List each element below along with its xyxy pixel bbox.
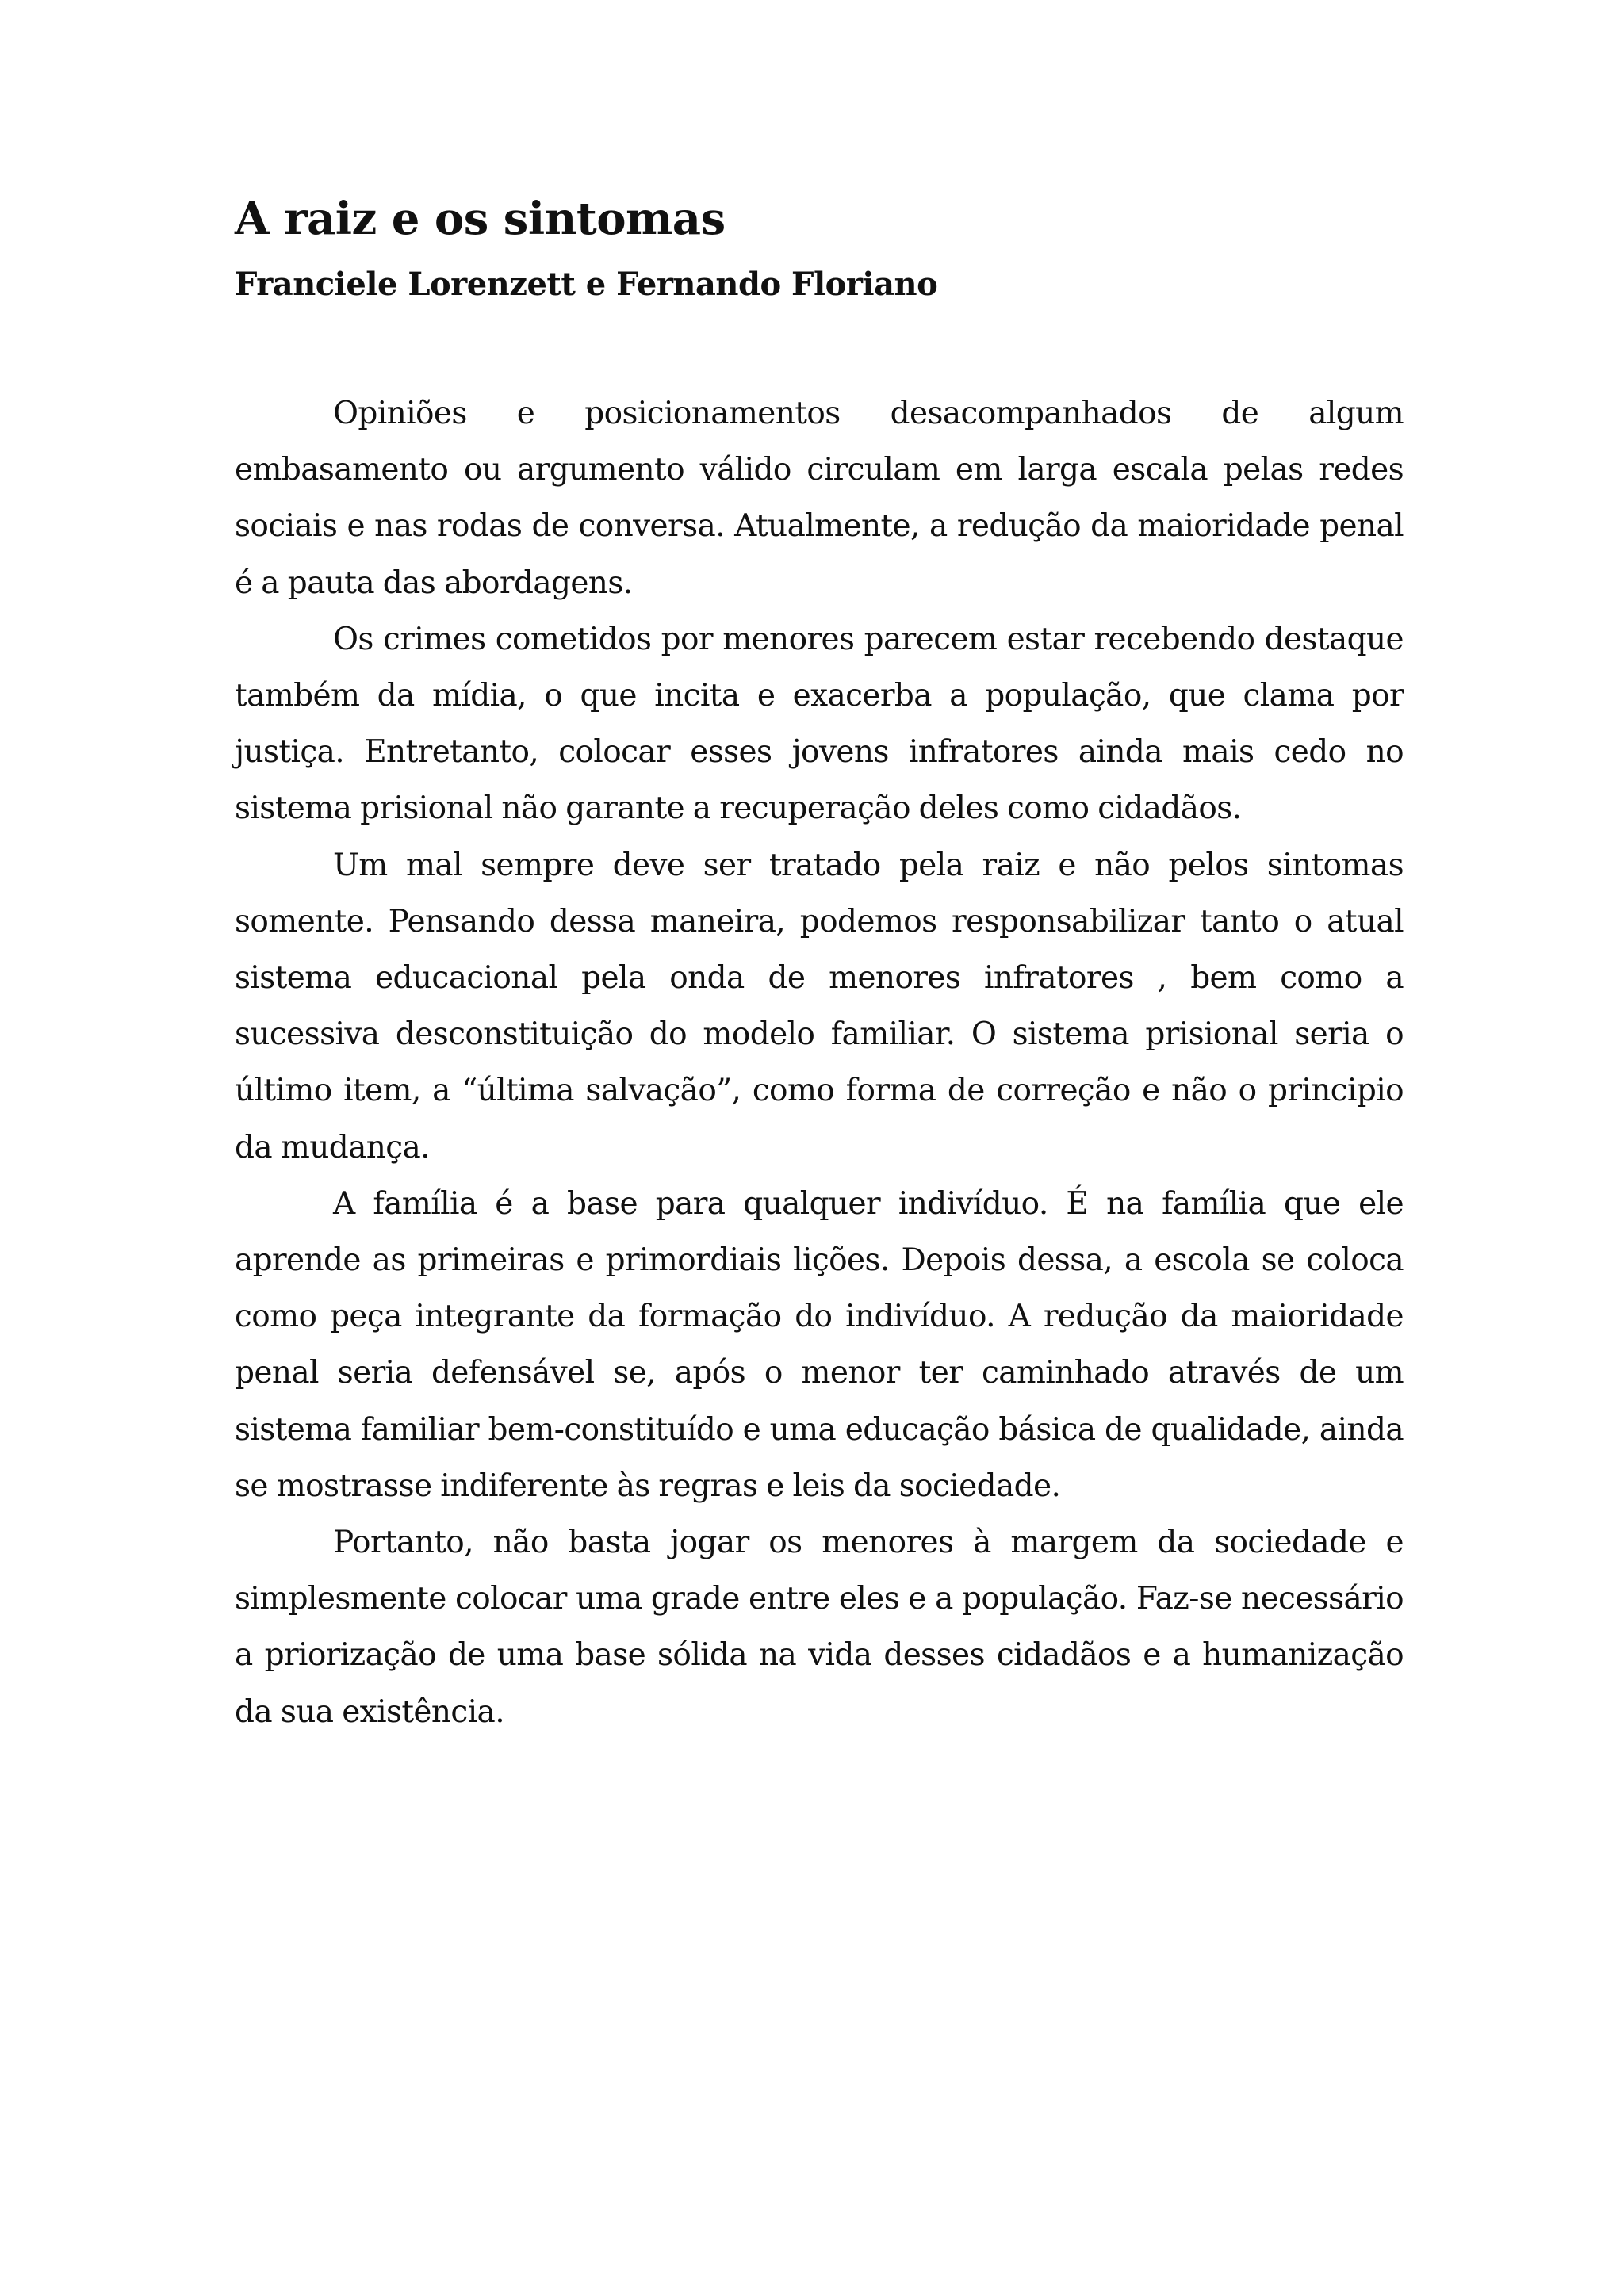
- document-title: A raiz e os sintomas: [235, 193, 726, 245]
- paragraph-4: A família é a base para qualquer indivíduo. É na família que ele aprende as primeiras e primordiais lições. Depois dessa, a escola se coloca como peça integrante da formação do indivíduo. A redução da maioridade penal seria defensável se, após o menor ter caminhado através de um sistema familiar bem-constituído e uma educação básica de qualidade, ainda se mostrasse indiferente às regras e leis da sociedade.: [235, 1185, 1404, 1504]
- paragraph-5: Portanto, não basta jogar os menores à margem da sociedade e simplesmente colocar uma grade entre eles e a população. Faz-se necessário a priorização de uma base sólida na vida desses cidadãos e a humanização da sua existência.: [235, 1525, 1404, 1730]
- document-authors: Franciele Lorenzett e Fernando Floriano: [235, 266, 938, 303]
- paragraph-3: Um mal sempre deve ser tratado pela raiz e não pelos sintomas somente. Pensando dessa maneira, podemos responsabilizar tanto o atual sistema educacional pela onda de menores infratores , bem como a sucessiva desconstituição do modelo familiar. O sistema prisional seria o último item, a “última salvação”, como forma de correção e não o principio da mudança.: [235, 847, 1404, 1165]
- paragraph-2: Os crimes cometidos por menores parecem estar recebendo destaque também da mídia, o que incita e exacerba a população, que clama por justiça. Entretanto, colocar esses jovens infratores ainda mais cedo no sistema prisional não garante a recuperação deles como cidadãos.: [235, 621, 1404, 827]
- paragraph-1: Opiniões e posicionamentos desacompanhados de algum embasamento ou argumento válido circulam em larga escala pelas redes sociais e nas rodas de conversa. Atualmente, a redução da maioridade penal é a pauta das abordagens.: [235, 396, 1404, 601]
- document-body: [235, 385, 1404, 1740]
- document-content: [235, 181, 1404, 1740]
